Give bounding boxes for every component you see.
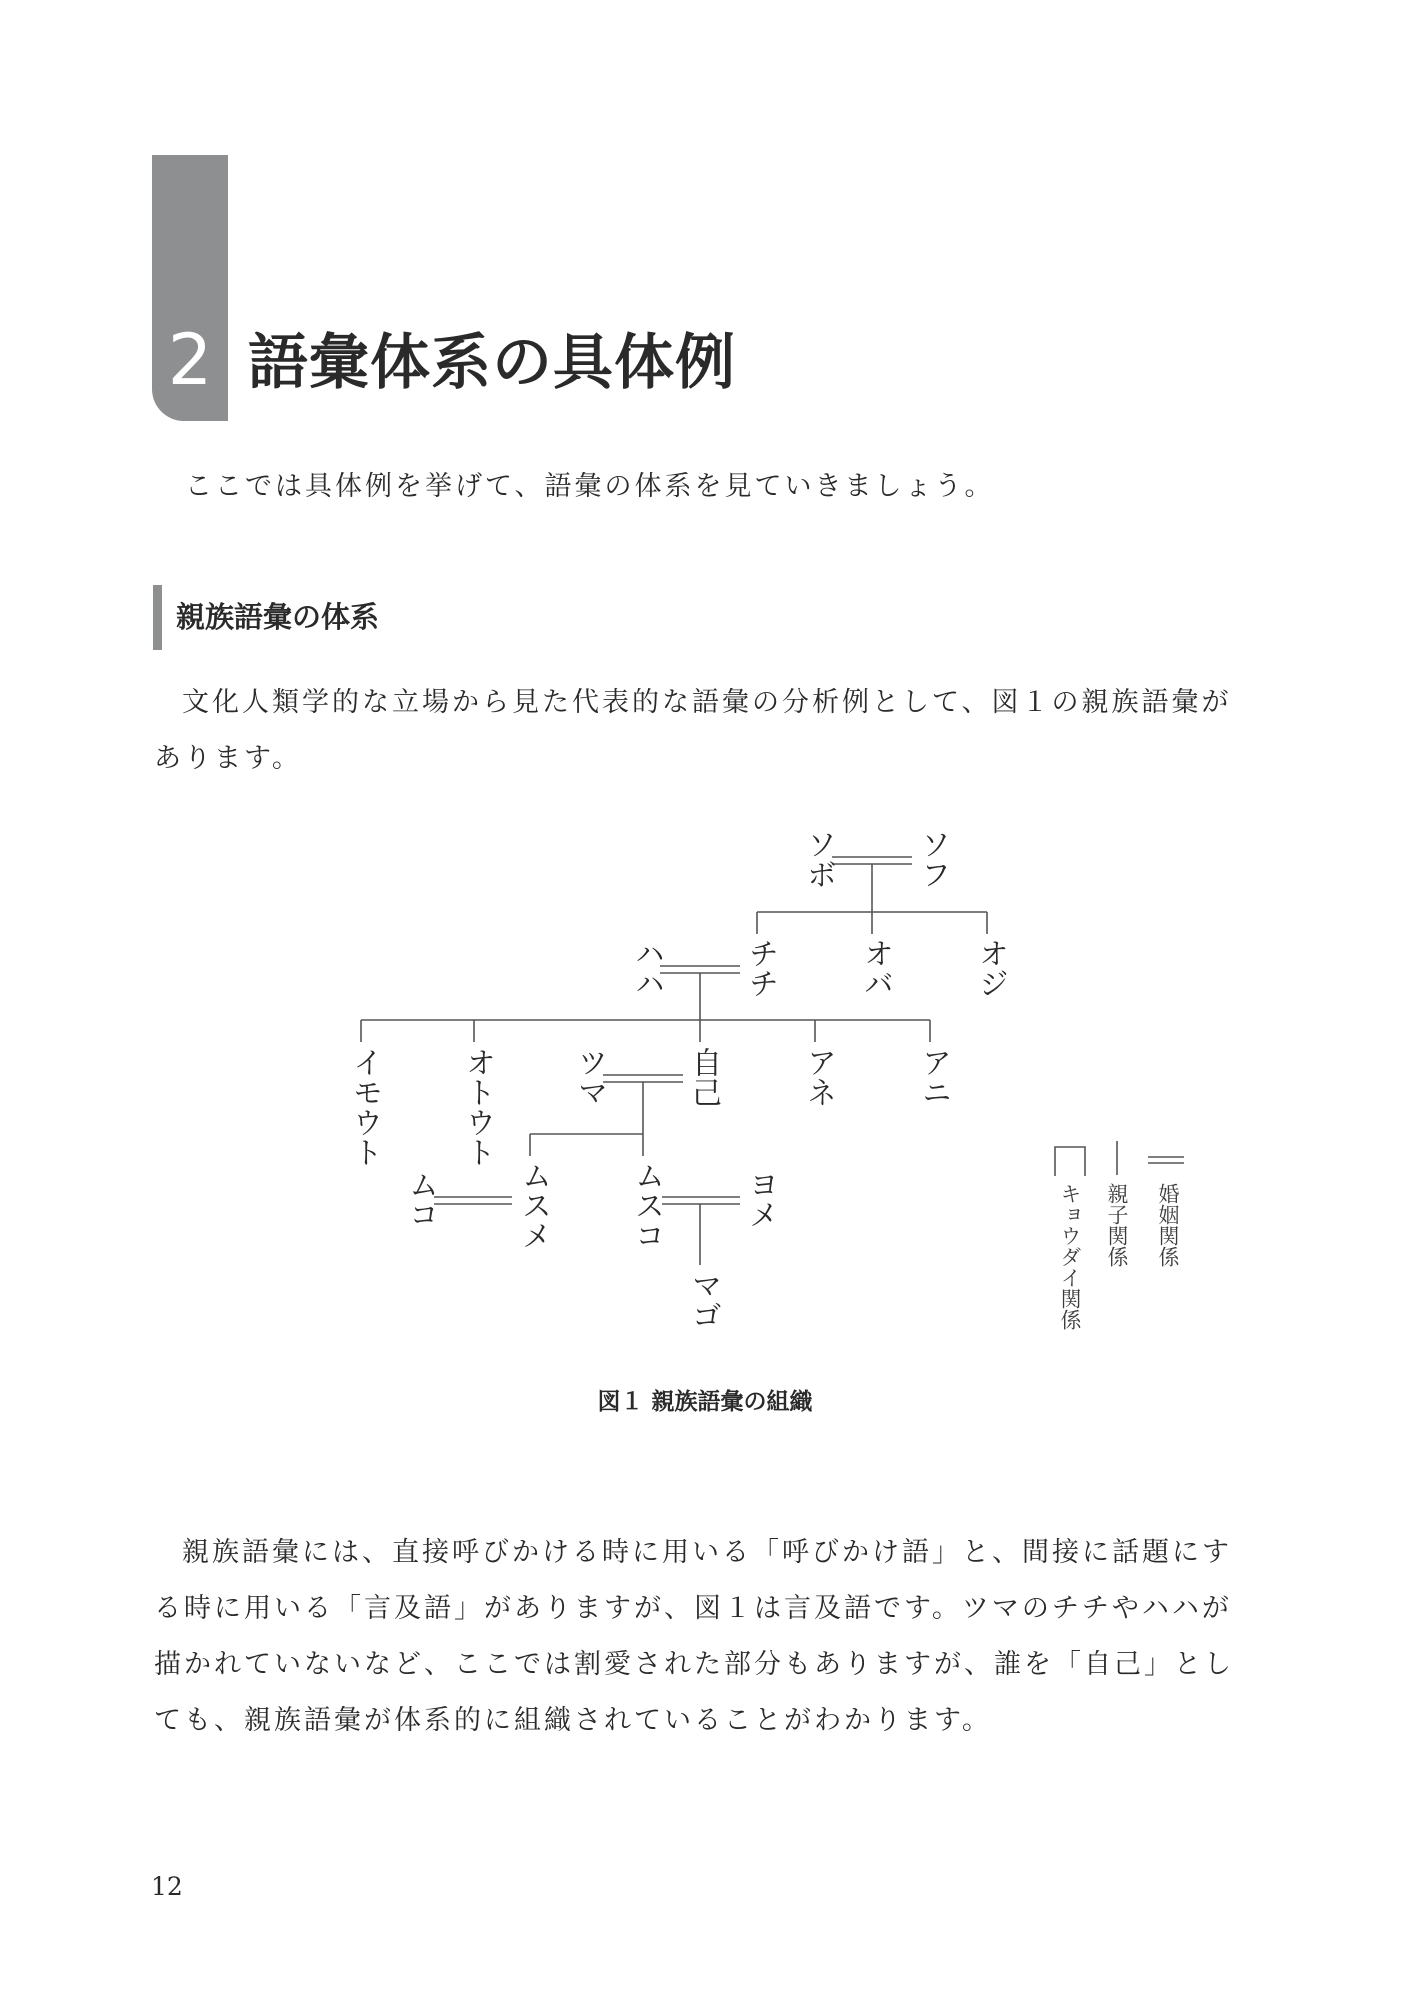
node-imouto: イモウト (347, 1047, 382, 1167)
node-musuko: ムスコ (629, 1160, 664, 1250)
paragraph-1-line: 文化人類学的な立場から見た代表的な語彙の分析例として、図１の親族語彙が (182, 687, 1232, 718)
node-ani: アニ (916, 1047, 951, 1107)
chapter-number: 2 (167, 319, 213, 401)
legend-parent-child: 親子関係 (1105, 1183, 1129, 1267)
page-number: 12 (151, 1872, 183, 1901)
paragraph-2-line: ても、親族語彙が体系的に組織されていることがわかります。 (154, 1705, 992, 1736)
chapter-title: 語彙体系の具体例 (248, 328, 736, 398)
node-mago: マゴ (686, 1270, 721, 1330)
node-tsuma: ツマ (572, 1047, 607, 1107)
paragraph-2-line: る時に用いる「言及語」がありますが、図１は言及語です。ツマのチチやハハが (154, 1593, 1232, 1624)
node-muko: ムコ (403, 1169, 438, 1229)
node-yome: ヨメ (743, 1169, 778, 1229)
node-haha: ハハ (629, 938, 664, 998)
paragraph-2-line: 親族語彙には、直接呼びかける時に用いる「呼びかけ語」と、間接に話題にす (182, 1537, 1232, 1568)
legend-marriage: 婚姻関係 (1156, 1183, 1180, 1267)
paragraph-2-line: 描かれていないなど、ここでは割愛された部分もありますが、誰を「自己」とし (154, 1649, 1234, 1680)
figure-caption: 図１ 親族語彙の組織 (597, 1389, 813, 1415)
section-title: 親族語彙の体系 (176, 600, 380, 634)
paragraph-1-line: あります。 (154, 743, 302, 774)
node-sobo: ソボ (801, 829, 836, 889)
paragraph-2 (154, 1525, 1234, 1749)
node-sofu: ソフ (915, 829, 950, 889)
node-musume: ムスメ (516, 1160, 551, 1250)
node-oba: オバ (858, 938, 893, 998)
legend-sibling: キョウダイ関係 (1058, 1183, 1082, 1330)
node-chichi: チチ (743, 938, 778, 998)
node-otouto: オトウト (460, 1047, 495, 1167)
node-oji: オジ (973, 938, 1008, 998)
intro-text: ここでは具体例を挙げて、語彙の体系を見ていきましょう。 (185, 471, 995, 502)
node-jiko: 自己 (686, 1047, 721, 1107)
node-ane: アネ (801, 1047, 836, 1107)
